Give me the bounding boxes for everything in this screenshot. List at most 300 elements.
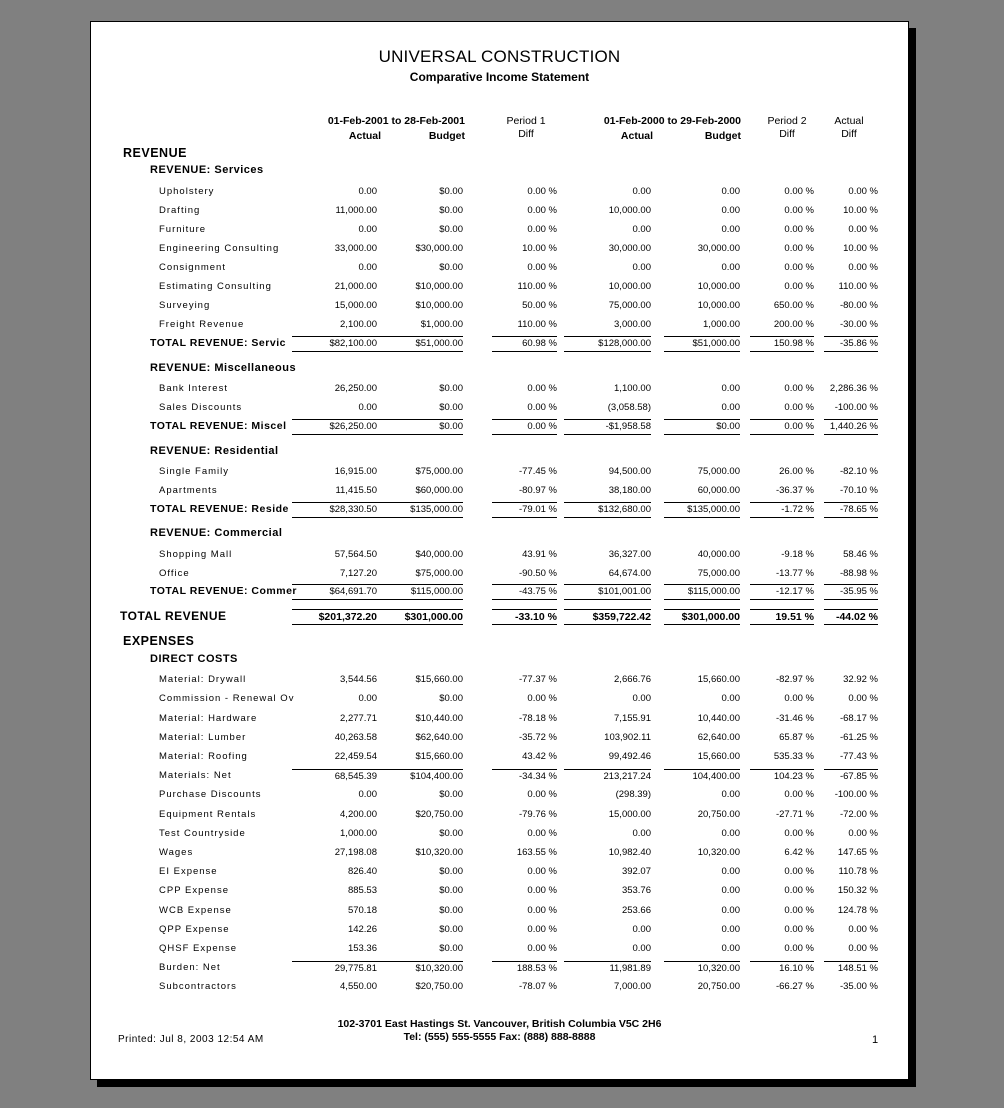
row-cell: 0.00 %	[784, 281, 814, 292]
row-cell: $10,320.00	[415, 847, 463, 858]
row-cell: 0.00	[721, 186, 740, 197]
row-cell: $1,000.00	[420, 319, 463, 330]
row-cell: 26,250.00	[334, 383, 377, 394]
row-label: Freight Revenue	[159, 319, 245, 330]
row-cell: $132,680.00	[564, 502, 651, 518]
row-cell: 11,415.50	[335, 485, 377, 496]
row-cell: 15,000.00	[334, 300, 377, 311]
row-label: QPP Expense	[159, 924, 230, 935]
row-cell: -70.10 %	[839, 485, 878, 496]
period2-budget-header: Budget	[704, 130, 741, 142]
row-cell: 60,000.00	[697, 485, 740, 496]
row-cell: -79.76 %	[518, 809, 557, 820]
row-cell: 0.00	[721, 828, 740, 839]
row-cell: $15,660.00	[415, 751, 463, 762]
row-cell: 32.92 %	[843, 674, 878, 685]
row-cell: 75,000.00	[697, 466, 740, 477]
row-cell: 0.00	[721, 924, 740, 935]
period2-range-header: 01-Feb-2000 to 29-Feb-2000	[603, 115, 741, 127]
table-row	[91, 865, 908, 879]
period1-budget-header: Budget	[428, 130, 465, 142]
row-cell: 0.00	[721, 383, 740, 394]
row-cell: $0.00	[439, 205, 463, 216]
row-cell: 10,320.00	[664, 961, 740, 976]
row-cell: 0.00	[632, 828, 651, 839]
row-cell: 0.00 %	[527, 262, 557, 273]
row-cell: $0.00	[439, 262, 463, 273]
row-cell: 20,750.00	[697, 981, 740, 992]
row-cell: 0.00 %	[848, 924, 878, 935]
row-cell: 0.00	[721, 866, 740, 877]
row-cell: 10.00 %	[843, 243, 878, 254]
row-label: Drafting	[159, 205, 201, 216]
row-label: TOTAL REVENUE: Reside	[150, 503, 289, 515]
table-row	[91, 827, 908, 841]
table-row	[91, 204, 908, 218]
row-cell: 40,263.58	[334, 732, 377, 743]
row-cell: -30.00 %	[839, 319, 878, 330]
row-cell: 75,000.00	[608, 300, 651, 311]
grand-row	[91, 609, 908, 623]
row-cell: 0.00 %	[527, 789, 557, 800]
report-title: Comparative Income Statement	[409, 70, 590, 84]
row-cell: 75,000.00	[697, 568, 740, 579]
row-cell: 4,550.00	[340, 981, 377, 992]
row-label: Materials: Net	[159, 770, 232, 781]
row-cell: -35.72 %	[518, 732, 557, 743]
row-cell: $201,372.20	[292, 609, 377, 625]
row-cell: 124.78 %	[837, 905, 878, 916]
row-cell: 0.00 %	[784, 828, 814, 839]
row-cell: 213,217.24	[564, 769, 651, 784]
row-cell: 353.76	[621, 885, 651, 896]
table-row	[91, 884, 908, 898]
row-cell: $0.00	[664, 419, 740, 435]
row-cell: 0.00 %	[848, 943, 878, 954]
row-label: EI Expense	[159, 866, 218, 877]
row-cell: 15,660.00	[697, 674, 740, 685]
row-cell: 29,775.81	[292, 961, 377, 976]
row-label: Equipment Rentals	[159, 809, 257, 820]
row-cell: 0.00 %	[527, 905, 557, 916]
row-cell: 16.10 %	[750, 961, 814, 976]
row-cell: 19.51 %	[750, 609, 814, 625]
row-cell: $0.00	[439, 905, 463, 916]
table-row	[91, 980, 908, 994]
row-label: TOTAL REVENUE	[120, 609, 227, 623]
row-cell: $0.00	[439, 186, 463, 197]
table-row	[91, 712, 908, 726]
row-cell: -79.01 %	[492, 502, 557, 518]
row-cell: $0.00	[439, 383, 463, 394]
row-cell: 1,100.00	[614, 383, 651, 394]
row-cell: 0.00 %	[848, 693, 878, 704]
row-cell: -36.37 %	[775, 485, 814, 496]
row-cell: -35.00 %	[839, 981, 878, 992]
revenue-heading: REVENUE	[123, 146, 187, 160]
row-cell: 7,127.20	[340, 568, 377, 579]
row-cell: -43.75 %	[492, 584, 557, 600]
row-label: QHSF Expense	[159, 943, 237, 954]
row-cell: -9.18 %	[781, 549, 814, 560]
row-cell: 0.00 %	[527, 885, 557, 896]
row-cell: -78.18 %	[518, 713, 557, 724]
table-row	[91, 185, 908, 199]
row-cell: 0.00 %	[527, 828, 557, 839]
table-row	[91, 567, 908, 581]
period1-diff-header-line1: Period 1	[506, 115, 546, 127]
row-cell: 3,000.00	[614, 319, 651, 330]
row-cell: 0.00 %	[527, 205, 557, 216]
row-cell: 94,500.00	[608, 466, 651, 477]
row-cell: 15,660.00	[697, 751, 740, 762]
table-row	[91, 548, 908, 562]
row-cell: 0.00 %	[848, 224, 878, 235]
row-cell: 0.00	[632, 186, 651, 197]
row-cell: -35.86 %	[824, 336, 878, 352]
row-cell: -$1,958.58	[564, 419, 651, 435]
revenue-services-heading: REVENUE: Services	[150, 164, 264, 176]
row-cell: $10,000.00	[415, 300, 463, 311]
row-cell: 57,564.50	[334, 549, 377, 560]
row-cell: $104,400.00	[377, 769, 463, 784]
row-cell: 1,440.26 %	[824, 419, 878, 435]
row-cell: $15,660.00	[415, 674, 463, 685]
row-cell: 60.98 %	[492, 336, 557, 352]
row-cell: 99,492.46	[608, 751, 651, 762]
table-row	[91, 923, 908, 937]
total-row	[91, 584, 908, 598]
table-row	[91, 261, 908, 275]
row-cell: $64,691.70	[292, 584, 377, 600]
row-cell: 10,000.00	[697, 300, 740, 311]
row-cell: 0.00 %	[492, 419, 557, 435]
row-cell: 535.33 %	[773, 751, 814, 762]
row-cell: 0.00	[632, 693, 651, 704]
table-row	[91, 904, 908, 918]
table-row	[91, 731, 908, 745]
row-cell: 7,000.00	[614, 981, 651, 992]
table-row	[91, 846, 908, 860]
table-row	[91, 242, 908, 256]
table-row	[91, 673, 908, 687]
row-label: Single Family	[159, 466, 230, 477]
row-label: Upholstery	[159, 186, 215, 197]
row-cell: -31.46 %	[775, 713, 814, 724]
footer-phone: Tel: (555) 555-5555 Fax: (888) 888-8888	[403, 1031, 596, 1043]
row-cell: 15,000.00	[608, 809, 651, 820]
row-cell: $101,001.00	[564, 584, 651, 600]
row-cell: 0.00 %	[750, 419, 814, 435]
row-cell: 0.00	[721, 402, 740, 413]
row-cell: 0.00	[721, 789, 740, 800]
row-cell: 1,000.00	[703, 319, 740, 330]
row-cell: 6.42 %	[784, 847, 814, 858]
direct-costs-heading: DIRECT COSTS	[150, 653, 238, 665]
row-cell: 21,000.00	[334, 281, 377, 292]
row-label: Office	[159, 568, 190, 579]
row-label: Subcontractors	[159, 981, 237, 992]
row-cell: 43.91 %	[522, 549, 557, 560]
row-cell: (298.39)	[615, 789, 651, 800]
row-cell: 64,674.00	[608, 568, 651, 579]
page-number: 1	[872, 1034, 879, 1046]
row-cell: $0.00	[377, 419, 463, 435]
row-cell: 0.00	[632, 224, 651, 235]
row-cell: 30,000.00	[697, 243, 740, 254]
table-row	[91, 318, 908, 332]
row-cell: 153.36	[347, 943, 377, 954]
row-cell: 10,982.40	[608, 847, 651, 858]
row-cell: -82.97 %	[775, 674, 814, 685]
row-cell: 11,000.00	[335, 205, 377, 216]
row-cell: $10,000.00	[415, 281, 463, 292]
row-cell: $0.00	[439, 885, 463, 896]
expenses-heading: EXPENSES	[123, 634, 195, 648]
row-cell: 103,902.11	[604, 732, 651, 743]
row-label: Material: Roofing	[159, 751, 248, 762]
row-cell: 0.00 %	[784, 205, 814, 216]
report-page	[90, 21, 909, 1080]
row-cell: 3,544.56	[340, 674, 377, 685]
row-cell: -34.34 %	[492, 769, 557, 784]
row-cell: -68.17 %	[839, 713, 878, 724]
row-cell: 110.00 %	[517, 281, 557, 292]
row-cell: 16,915.00	[334, 466, 377, 477]
row-cell: $0.00	[439, 224, 463, 235]
row-cell: 0.00 %	[527, 383, 557, 394]
row-cell: 150.32 %	[837, 885, 878, 896]
period1-range-header: 01-Feb-2001 to 28-Feb-2001	[327, 115, 465, 127]
footer-address: 102-3701 East Hastings St. Vancouver, British Columbia V5C 2H6	[337, 1018, 662, 1030]
row-cell: 10,000.00	[697, 281, 740, 292]
row-label: Wages	[159, 847, 194, 858]
row-cell: $75,000.00	[415, 568, 463, 579]
row-cell: 36,327.00	[608, 549, 651, 560]
row-cell: 0.00 %	[784, 885, 814, 896]
row-label: Material: Lumber	[159, 732, 247, 743]
row-cell: 2,100.00	[340, 319, 377, 330]
row-cell: 0.00 %	[527, 943, 557, 954]
row-cell: $115,000.00	[377, 584, 463, 600]
row-cell: -61.25 %	[839, 732, 878, 743]
row-cell: -78.65 %	[824, 502, 878, 518]
row-label: Shopping Mall	[159, 549, 233, 560]
row-cell: 0.00 %	[848, 262, 878, 273]
row-cell: -82.10 %	[839, 466, 878, 477]
row-cell: 0.00 %	[527, 186, 557, 197]
row-cell: -66.27 %	[775, 981, 814, 992]
row-cell: 11,981.89	[564, 961, 651, 976]
row-label: Bank Interest	[159, 383, 228, 394]
row-cell: 10,000.00	[608, 281, 651, 292]
row-cell: 0.00	[721, 693, 740, 704]
row-cell: -77.37 %	[518, 674, 557, 685]
row-cell: 0.00	[721, 205, 740, 216]
row-cell: 0.00	[721, 943, 740, 954]
row-label: Material: Hardware	[159, 713, 258, 724]
total-row	[91, 419, 908, 433]
actual-diff-header-line2: Diff	[841, 128, 857, 140]
row-cell: 40,000.00	[697, 549, 740, 560]
row-cell: 0.00	[721, 905, 740, 916]
row-cell: $301,000.00	[664, 609, 740, 625]
table-row	[91, 484, 908, 498]
row-cell: -1.72 %	[750, 502, 814, 518]
row-label: Consignment	[159, 262, 226, 273]
row-label: Test Countryside	[159, 828, 246, 839]
row-cell: 826.40	[347, 866, 377, 877]
row-cell: 0.00 %	[784, 943, 814, 954]
row-cell: -44.02 %	[824, 609, 878, 625]
row-label: Estimating Consulting	[159, 281, 272, 292]
row-cell: 58.46 %	[843, 549, 878, 560]
row-cell: 27,198.08	[334, 847, 377, 858]
row-cell: 0.00 %	[527, 224, 557, 235]
row-cell: 0.00	[358, 789, 377, 800]
row-cell: 0.00	[721, 224, 740, 235]
row-cell: 62,640.00	[697, 732, 740, 743]
row-cell: 10,000.00	[608, 205, 651, 216]
table-row	[91, 401, 908, 415]
row-cell: 0.00 %	[848, 186, 878, 197]
row-cell: -33.10 %	[492, 609, 557, 625]
row-cell: 147.65 %	[837, 847, 878, 858]
row-cell: 43.42 %	[522, 751, 557, 762]
table-row	[91, 299, 908, 313]
revenue-misc-heading: REVENUE: Miscellaneous	[150, 362, 297, 374]
row-label: Burden: Net	[159, 962, 221, 973]
row-cell: 1,000.00	[340, 828, 377, 839]
row-cell: 0.00	[632, 262, 651, 273]
row-cell: -67.85 %	[824, 769, 878, 784]
row-label: Purchase Discounts	[159, 789, 262, 800]
row-cell: -88.98 %	[839, 568, 878, 579]
row-label: CPP Expense	[159, 885, 229, 896]
row-cell: 33,000.00	[334, 243, 377, 254]
table-row	[91, 280, 908, 294]
net-row	[91, 769, 908, 783]
row-cell: 20,750.00	[697, 809, 740, 820]
period1-diff-header-line2: Diff	[518, 128, 534, 140]
table-row	[91, 223, 908, 237]
row-cell: 104.23 %	[750, 769, 814, 784]
table-row	[91, 788, 908, 802]
row-cell: 38,180.00	[608, 485, 651, 496]
row-cell: 253.66	[621, 905, 651, 916]
row-cell: 163.55 %	[516, 847, 557, 858]
period2-actual-header: Actual	[620, 130, 653, 142]
row-cell: 0.00	[358, 224, 377, 235]
period1-actual-header: Actual	[348, 130, 381, 142]
printed-timestamp: Printed: Jul 8, 2003 12:54 AM	[118, 1034, 264, 1045]
table-row	[91, 942, 908, 956]
statement-rows	[91, 22, 908, 1079]
row-cell: $135,000.00	[664, 502, 740, 518]
row-cell: 4,200.00	[340, 809, 377, 820]
row-cell: $0.00	[439, 693, 463, 704]
table-row	[91, 750, 908, 764]
row-cell: $28,330.50	[292, 502, 377, 518]
table-row	[91, 692, 908, 706]
row-cell: $0.00	[439, 789, 463, 800]
period2-diff-header-line2: Diff	[779, 128, 795, 140]
row-cell: 392.07	[621, 866, 651, 877]
row-cell: $135,000.00	[377, 502, 463, 518]
row-cell: 10,440.00	[697, 713, 740, 724]
row-label: Material: Drywall	[159, 674, 247, 685]
row-cell: $30,000.00	[415, 243, 463, 254]
row-cell: $128,000.00	[564, 336, 651, 352]
revenue-residential-heading: REVENUE: Residential	[150, 445, 279, 457]
row-cell: $20,750.00	[415, 809, 463, 820]
row-cell: $0.00	[439, 866, 463, 877]
row-cell: 188.53 %	[492, 961, 557, 976]
row-cell: 0.00 %	[784, 905, 814, 916]
row-cell: 0.00 %	[784, 186, 814, 197]
row-cell: $60,000.00	[415, 485, 463, 496]
row-cell: 0.00 %	[527, 402, 557, 413]
row-cell: $115,000.00	[664, 584, 740, 600]
period2-diff-header-line1: Period 2	[767, 115, 807, 127]
row-cell: 110.78 %	[838, 866, 878, 877]
row-cell: 30,000.00	[608, 243, 651, 254]
row-cell: -90.50 %	[518, 568, 557, 579]
row-cell: 570.18	[347, 905, 377, 916]
row-label: TOTAL REVENUE: Servic	[150, 337, 286, 349]
net-row	[91, 961, 908, 975]
row-cell: 0.00 %	[527, 924, 557, 935]
row-cell: -12.17 %	[750, 584, 814, 600]
row-cell: 0.00 %	[784, 224, 814, 235]
row-cell: $10,320.00	[377, 961, 463, 976]
row-cell: -100.00 %	[834, 789, 878, 800]
row-cell: 10.00 %	[843, 205, 878, 216]
row-cell: 0.00 %	[784, 924, 814, 935]
row-label: Sales Discounts	[159, 402, 243, 413]
company-name: UNIVERSAL CONSTRUCTION	[378, 47, 621, 66]
row-cell: $51,000.00	[377, 336, 463, 352]
row-cell: $82,100.00	[292, 336, 377, 352]
row-cell: 0.00 %	[784, 383, 814, 394]
row-cell: 110.00 %	[517, 319, 557, 330]
row-cell: 0.00	[721, 262, 740, 273]
row-cell: $40,000.00	[415, 549, 463, 560]
row-cell: -100.00 %	[834, 402, 878, 413]
row-cell: 22,459.54	[334, 751, 377, 762]
row-cell: 104,400.00	[664, 769, 740, 784]
row-cell: 68,545.39	[292, 769, 377, 784]
row-cell: 0.00	[632, 943, 651, 954]
row-cell: $75,000.00	[415, 466, 463, 477]
row-cell: 150.98 %	[750, 336, 814, 352]
row-cell: 0.00	[358, 186, 377, 197]
row-cell: 0.00 %	[784, 693, 814, 704]
row-cell: $26,250.00	[292, 419, 377, 435]
row-cell: -80.00 %	[839, 300, 878, 311]
row-cell: 0.00 %	[784, 402, 814, 413]
row-cell: (3,058.58)	[607, 402, 651, 413]
row-label: Commission - Renewal Ov	[159, 693, 295, 704]
row-cell: $20,750.00	[415, 981, 463, 992]
row-cell: 0.00 %	[784, 789, 814, 800]
row-cell: -13.77 %	[775, 568, 814, 579]
row-cell: 0.00 %	[848, 828, 878, 839]
row-cell: 2,277.71	[340, 713, 377, 724]
row-cell: $62,640.00	[415, 732, 463, 743]
row-label: Surveying	[159, 300, 211, 311]
row-cell: -35.95 %	[824, 584, 878, 600]
